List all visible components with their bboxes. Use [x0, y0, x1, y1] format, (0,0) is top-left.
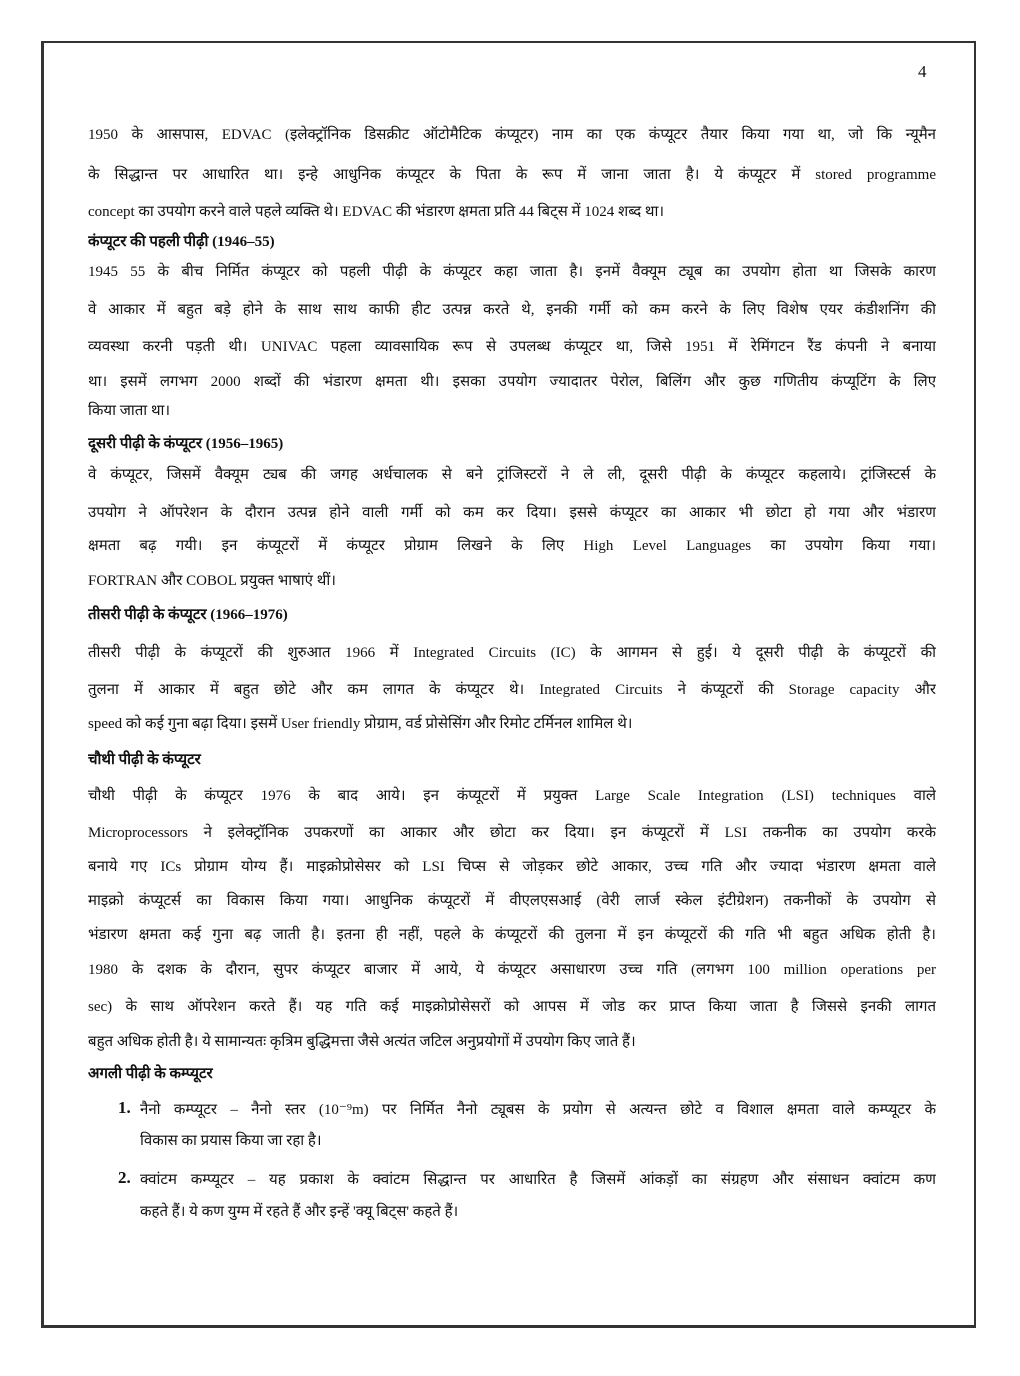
section-heading: चौथी पीढ़ी के कंप्यूटर	[88, 752, 201, 768]
page-number: 4	[918, 62, 927, 81]
paragraph-line: Microprocessors ने इलेक्ट्रॉनिक उपकरणों का आकार और छोटा कर दिया। इन कंप्यूटरों में LSI तकनीक का उपयोग करके	[88, 825, 936, 841]
paragraph-line: तुलना में आकार में बहुत छोटे और कम लागत के कंप्यूटर थे। Integrated Circuits ने कंप्यूटरों की Storage capacity और	[88, 682, 936, 698]
paragraph-line: चौथी पीढ़ी के कंप्यूटर 1976 के बाद आये। इन कंप्यूटरों में प्रयुक्त Large Scale Integration (LSI) techniques वाले	[88, 788, 936, 804]
paragraph-line: sec) के साथ ऑपरेशन करते हैं। यह गति कई माइक्रोप्रोसेसरों को आपस में जोड कर प्राप्त किया जाता है जिससे इनकी लागत	[88, 999, 936, 1015]
section-heading: कंप्यूटर की पहली पीढ़ी (1946–55)	[88, 234, 275, 250]
section-heading: दूसरी पीढ़ी के कंप्यूटर (1956–1965)	[88, 436, 284, 452]
paragraph-line: भंडारण क्षमता कई गुना बढ़ जाती है। इतना ही नहीं, पहले के कंप्यूटरों की तुलना में इन कंप्यूटरों की गति भी बहुत अधिक होती है।	[88, 927, 936, 943]
paragraph-line: 1950 के आसपास, EDVAC (इलेक्ट्रॉनिक डिसक्रीट ऑटोमैटिक कंप्यूटर) नाम का एक कंप्यूटर तैयार किया गया था, जो कि न्यूमैन	[88, 127, 936, 143]
paragraph-line: 1945 55 के बीच निर्मित कंप्यूटर को पहली पीढ़ी के कंप्यूटर कहा जाता है। इनमें वैक्यूम ट्यूब का उपयोग होता था जिसके कारण	[88, 264, 936, 280]
paragraph-line: उपयोग ने ऑपरेशन के दौरान उत्पन्न होने वाली गर्मी को कम कर दिया। इससे कंप्यूटर का आकार भी छोटा हो गया और भंडारण	[88, 505, 936, 521]
paragraph-line: के सिद्धान्त पर आधारित था। इन्हे आधुनिक कंप्यूटर के पिता के रूप में जाना जाता है। ये कंप्यूटर में stored programme	[88, 167, 936, 183]
paragraph-line: concept का उपयोग करने वाले पहले व्यक्ति थे। EDVAC की भंडारण क्षमता प्रति 44 बिट्स में 1024 शब्द था।	[88, 204, 665, 220]
paragraph-line: था। इसमें लगभग 2000 शब्दों की भंडारण क्षमता थी। इसका उपयोग ज्यादातर पेरोल, बिलिंग और कुछ गणितीय कंप्यूटिंग के लिए	[88, 374, 936, 390]
paragraph-line: क्षमता बढ़ गयी। इन कंप्यूटरों में कंप्यूटर प्रोग्राम लिखने के लिए High Level Languages का उपयोग किया गया।	[88, 538, 936, 554]
list-item-line: कहते हैं। ये कण युग्म में रहते हैं और इन्हें 'क्यू बिट्स' कहते हैं।	[140, 1204, 459, 1220]
paragraph-line: speed को कई गुना बढ़ा दिया। इसमें User friendly प्रोग्राम, वर्ड प्रोसेसिंग और रिमोट टर्मिनल शामिल थे।	[88, 716, 633, 732]
section-heading: अगली पीढ़ी के कम्प्यूटर	[88, 1066, 213, 1082]
section-heading: तीसरी पीढ़ी के कंप्यूटर (1966–1976)	[88, 607, 288, 623]
paragraph-line: किया जाता था।	[88, 403, 171, 419]
paragraph-line: तीसरी पीढ़ी के कंप्यूटरों की शुरुआत 1966 में Integrated Circuits (IC) के आगमन से हुई। ये दूसरी पीढ़ी के कंप्यूटरों की	[88, 645, 936, 661]
list-number: 2.	[118, 1168, 131, 1187]
list-item-line: क्वांटम कम्प्यूटर – यह प्रकाश के क्वांटम सिद्धान्त पर आधारित है जिसमें आंकड़ों का संग्रहण और संसाधन क्वांटम कण	[140, 1172, 936, 1188]
paragraph-line: वे कंप्यूटर, जिसमें वैक्यूम ट्यब की जगह अर्धचालक से बने ट्रांजिस्टरों ने ले ली, दूसरी पीढ़ी के कंप्यूटर कहलाये। ट्रांजिस्टर्स के	[88, 467, 936, 483]
paragraph-line: व्यवस्था करनी पड़ती थी। UNIVAC पहला व्यावसायिक रूप से उपलब्ध कंप्यूटर था, जिसे 1951 में रेमिंगटन रैंड कंपनी ने बनाया	[88, 339, 936, 355]
list-number: 1.	[118, 1098, 131, 1117]
paragraph-line: 1980 के दशक के दौरान, सुपर कंप्यूटर बाजार में आये, ये कंप्यूटर असाधारण उच्च गति (लगभग 100 million operations per	[88, 962, 936, 978]
paragraph-line: बहुत अधिक होती है। ये सामान्यतः कृत्रिम बुद्धिमत्ता जैसे अत्यंत जटिल अनुप्रयोगों में उपयोग किए जाते हैं।	[88, 1034, 636, 1050]
paragraph-line: बनाये गए ICs प्रोग्राम योग्य हैं। माइक्रोप्रोसेसर को LSI चिप्स से जोड़कर छोटे आकार, उच्च गति और ज्यादा भंडारण क्षमता वाले	[88, 859, 936, 875]
paragraph-line: वे आकार में बहुत बड़े होने के साथ साथ काफी हीट उत्पन्न करते थे, इनकी गर्मी को कम करने के लिए विशेष एयर कंडीशनिंग की	[88, 302, 936, 318]
paragraph-line: FORTRAN और COBOL प्रयुक्त भाषाएं थीं।	[88, 573, 336, 589]
list-item-line: विकास का प्रयास किया जा रहा है।	[140, 1133, 322, 1149]
list-item-line: नैनो कम्प्यूटर – नैनो स्तर (10⁻⁹m) पर निर्मित नैनो ट्यूबस के प्रयोग से अत्यन्त छोटे व विशाल क्षमता वाले कम्प्यूटर के	[140, 1102, 936, 1118]
paragraph-line: माइक्रो कंप्यूटर्स का विकास किया गया। आधुनिक कंप्यूटरों में वीएलएसआई (वेरी लार्ज स्केल इंटीग्रेशन) तकनीकों के उपयोग से	[88, 893, 936, 909]
